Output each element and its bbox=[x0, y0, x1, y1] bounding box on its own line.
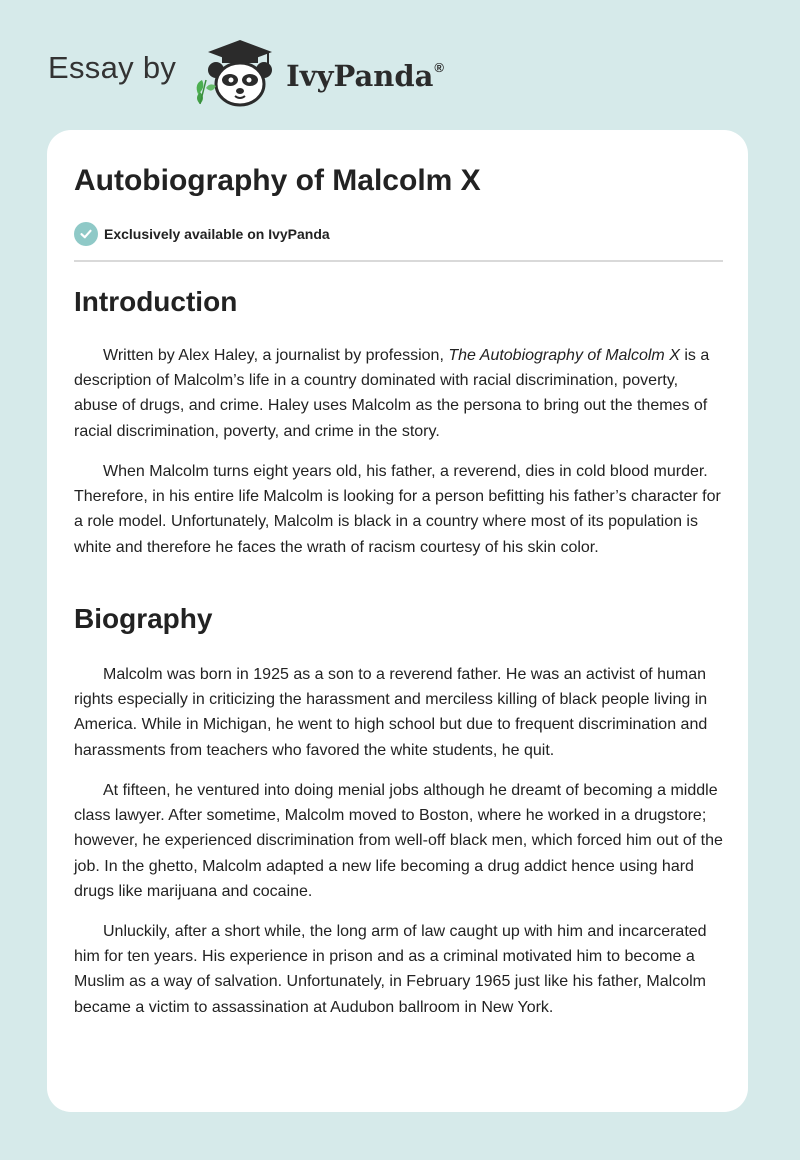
article-title: Autobiography of Malcolm X bbox=[74, 164, 481, 197]
paragraph-text: is a description of Malcolm’s life in a country dominated with racial discrimination, poverty, abuse of drugs, and crime. Haley uses Malcolm as the persona to bring out the themes of racial discrimination, poverty, and crime in the story. bbox=[74, 347, 710, 440]
book-title: The Autobiography of Malcolm X bbox=[448, 347, 680, 364]
registered-mark: ® bbox=[434, 60, 445, 75]
paragraph: When Malcolm turns eight years old, his father, a reverend, dies in cold blood murder. Therefore, in his entire life Malcolm is looking for a person befitting his father’s character for a role model. Unfortunately, Malcolm is black in a country where most of its population is white and therefore he faces the wrath of racism courtesy of his skin color. bbox=[74, 463, 721, 556]
title-divider bbox=[74, 260, 723, 262]
exclusive-badge bbox=[74, 222, 330, 246]
brand-prefix: Essay by bbox=[48, 50, 177, 85]
section-heading-biography: Biography bbox=[74, 603, 213, 634]
brand-name bbox=[286, 59, 444, 93]
section-heading-introduction: Introduction bbox=[74, 286, 238, 317]
brand-name-text: IvyPanda bbox=[286, 59, 434, 93]
ivypanda-logo-icon bbox=[192, 36, 288, 108]
article-card bbox=[47, 130, 748, 1112]
brand-header bbox=[48, 36, 444, 108]
exclusive-badge-label: Exclusively available on IvyPanda bbox=[104, 226, 330, 242]
paragraph: Malcolm was born in 1925 as a son to a reverend father. He was an activist of human rights especially in criticizing the harassment and merciless killing of black people living in America. While in Michigan, he went to high school but due to frequent discrimination and harassments from teachers who favored the white students, he quit. bbox=[74, 666, 708, 759]
paragraph-text: Written by Alex Haley, a journalist by profession, bbox=[103, 347, 449, 364]
check-circle-icon bbox=[74, 222, 98, 246]
paragraph: Unluckily, after a short while, the long arm of law caught up with him and incarcerated him for ten years. His experience in prison and as a criminal motivated him to become a Muslim as a way of salvation. Unfortunately, in February 1965 just like his father, Malcolm became a victim to assassination at Audubon ballroom in New York. bbox=[74, 923, 707, 1016]
paragraph: At fifteen, he ventured into doing menial jobs although he dreamt of becoming a middle class lawyer. After sometime, Malcolm moved to Boston, where he worked in a drugstore; however, he experienced discrimination from well-off black men, which forced him out of the job. In the ghetto, Malcolm adapted a new life becoming a drug addict hence using hard drugs like marijuana and cocaine. bbox=[74, 782, 723, 900]
paragraph bbox=[74, 343, 723, 444]
